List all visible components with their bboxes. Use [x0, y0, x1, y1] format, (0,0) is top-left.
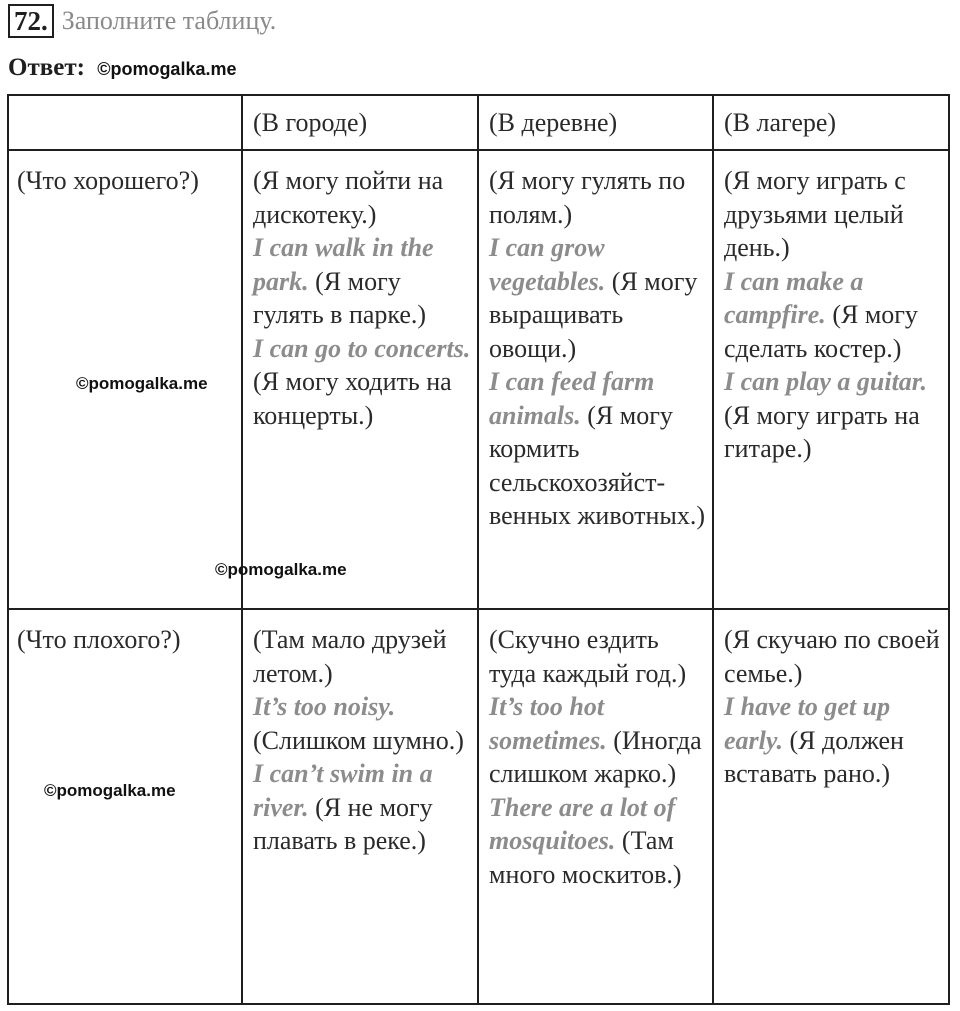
row-label-bad: (Что плохого?): [17, 625, 181, 654]
cell-intro: (Я могу пойти на дискотеку.): [253, 166, 444, 229]
cell-intro: (Я могу играть с друзьями целый день.): [724, 166, 906, 262]
english-answer: I can’t swim in a river.: [253, 759, 433, 822]
answer-line: [8, 54, 237, 82]
english-answer: It’s too hot sometimes.: [489, 692, 607, 755]
task-header: [8, 4, 276, 38]
table-cell: [724, 623, 946, 791]
translation: (Я могу кормить сельскохозяйст-венных животных.): [489, 400, 705, 530]
watermark: ©pomogalka.me: [215, 560, 347, 579]
english-answer: I can walk in the park.: [253, 233, 434, 296]
table-cell: [489, 623, 711, 891]
english-answer: I can make a campfire.: [724, 266, 864, 329]
table-cell: [253, 623, 475, 858]
table-cell: [724, 164, 946, 466]
table-cell: [253, 164, 475, 432]
cell-intro: (Там мало друзей летом.): [253, 625, 447, 688]
translation: (Я могу играть на гитаре.): [724, 400, 920, 463]
table-divider-col1: [241, 94, 243, 1005]
translation: (Иногда слишком жарко.): [489, 725, 702, 788]
translation: (Я могу гулять в парке.): [253, 266, 427, 329]
translation: (Там много москитов.): [489, 826, 682, 889]
column-header-city: (В городе): [253, 108, 368, 137]
task-instruction: Заполните таблицу.: [61, 6, 277, 35]
table-border-left: [7, 94, 9, 1005]
row-label-good: (Что хорошего?): [17, 166, 199, 195]
watermark: ©pomogalka.me: [44, 781, 176, 800]
translation: (Я могу сделать костер.): [724, 300, 918, 363]
translation: (Я не могу плавать в реке.): [253, 792, 433, 855]
english-answer: I can play a guitar.: [724, 367, 927, 396]
watermark: ©pomogalka.me: [97, 59, 237, 79]
english-answer: I can feed farm animals.: [489, 367, 655, 430]
cell-intro: (Я могу гулять по полям.): [489, 166, 686, 229]
column-header-village: (В деревне): [489, 108, 618, 137]
english-answer: I have to get up early.: [724, 692, 891, 755]
table-border-right: [948, 94, 950, 1005]
task-number: 72.: [8, 4, 54, 38]
answer-label: Ответ:: [8, 54, 85, 81]
table-cell: [489, 164, 711, 533]
table-divider-col3: [712, 94, 714, 1005]
translation: (Я должен вставать рано.): [724, 725, 904, 788]
translation: (Я могу ходить на концерты.): [253, 367, 452, 430]
english-answer: I can go to concerts.: [253, 333, 471, 363]
cell-intro: (Скучно ездить туда каждый год.): [489, 625, 687, 688]
cell-intro: (Я скучаю по своей семье.): [724, 625, 940, 688]
english-answer: There are a lot of mosquitoes.: [489, 792, 676, 855]
translation: (Слишком шумно.): [253, 725, 464, 755]
watermark: ©pomogalka.me: [76, 374, 208, 393]
english-answer: It’s too noisy.: [253, 692, 396, 721]
translation: (Я могу выращивать овощи.): [489, 266, 698, 363]
table-divider-col2: [477, 94, 479, 1005]
column-header-camp: (В лагере): [724, 108, 837, 137]
english-answer: I can grow vegetables.: [489, 233, 606, 296]
